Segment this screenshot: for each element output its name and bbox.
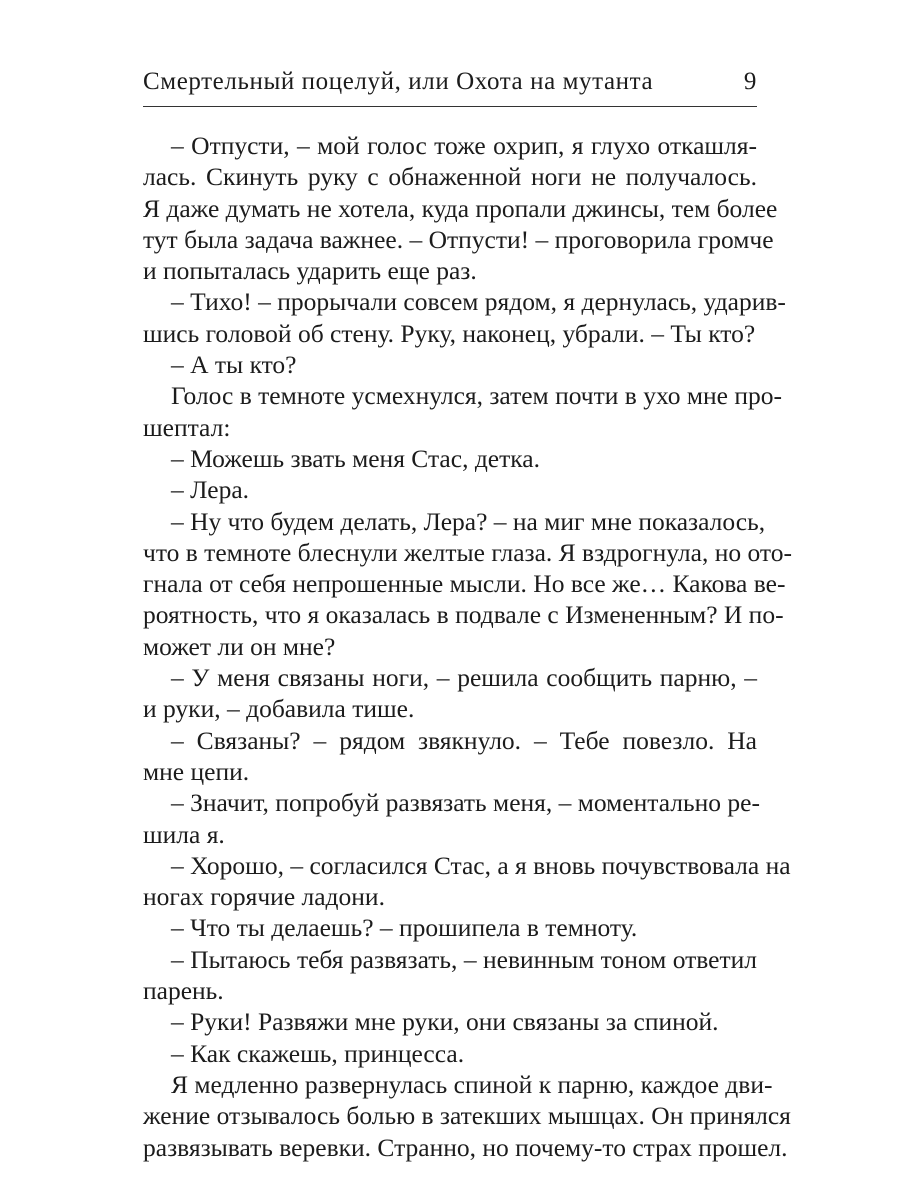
text-line: – Тихо! – прорычали совсем рядом, я дернулась, ударив- — [171, 287, 786, 317]
text-line: – Пытаюсь тебя развязать, – невинным тоном ответил — [171, 944, 757, 974]
text-line: шись головой об стену. Руку, наконец, убрали. – Ты кто? — [143, 318, 756, 348]
paragraph — [143, 130, 778, 286]
paragraph — [143, 349, 757, 380]
paragraph — [143, 912, 757, 943]
text-line: – Лера. — [171, 475, 250, 505]
text-line: – У меня связаны ноги, – решила сообщить парню, – — [171, 663, 757, 693]
text-line: развязывать веревки. Странно, но почему-то страх прошел. — [143, 1132, 788, 1162]
text-line: и руки, – добавила тише. — [143, 694, 415, 724]
text-line: – Значит, попробуй развязать меня, – моментально ре- — [171, 788, 760, 818]
text-line: и попыталась ударить еще раз. — [143, 256, 477, 286]
text-line: парень. — [143, 976, 224, 1006]
paragraph — [143, 443, 757, 474]
text-line: – Можешь звать меня Стас, детка. — [171, 443, 540, 473]
text-line: – Отпусти, – мой голос тоже охрип, я глухо откашля- — [171, 131, 757, 160]
text-line: Голос в темноте усмехнулся, затем почти в ухо мне про- — [171, 381, 782, 411]
paragraph — [143, 506, 792, 662]
text-line: может ли он мне? — [143, 631, 336, 661]
text-line: роятность, что я оказалась в подвале с Измененным? И по- — [143, 600, 784, 630]
paragraph — [143, 787, 760, 850]
running-title: Смертельный поцелуй, или Охота на мутанта — [143, 68, 654, 95]
text-line: Я медленно развернулась спиной к парню, каждое дви- — [171, 1069, 773, 1099]
text-line: мне цепи. — [143, 756, 250, 786]
paragraph — [143, 944, 757, 1007]
text-line: жение отзывалось болью в затекших мышцах. Он принялся — [143, 1101, 791, 1131]
text-line: Я даже думать не хотела, куда пропали джинсы, тем более — [143, 193, 778, 223]
text-line: что в темноте блеснули желтые глаза. Я вздрогнула, но ото- — [143, 537, 792, 567]
text-line: тут была задача важнее. – Отпусти! – проговорила громче — [143, 224, 774, 254]
text-line: шептал: — [143, 412, 231, 442]
paragraph — [143, 1038, 757, 1069]
text-line: лась. Скинуть руку с обнаженной ноги не получалось. — [143, 162, 757, 192]
text-line: гнала от себя непрошенные мысли. Но все же… Какова ве- — [143, 569, 786, 599]
body-text — [143, 130, 792, 1163]
running-head — [143, 68, 757, 96]
paragraph — [143, 380, 782, 443]
text-line: – Хорошо, – согласился Стас, а я вновь почувствовала на — [171, 850, 791, 880]
header-divider — [143, 106, 757, 107]
text-line: шила я. — [143, 819, 225, 849]
paragraph — [143, 850, 791, 913]
text-line: – Руки! Развяжи мне руки, они связаны за спиной. — [171, 1007, 719, 1037]
paragraph — [143, 725, 757, 788]
paragraph — [143, 1069, 791, 1163]
text-line: – Связаны? – рядом звякнуло. – Тебе повезло. На — [171, 725, 757, 755]
text-line: ногах горячие ладони. — [143, 882, 385, 912]
paragraph — [143, 474, 757, 505]
text-line: – Что ты делаешь? – прошипела в темноту. — [171, 913, 638, 943]
text-line: – Как скажешь, принцесса. — [171, 1038, 465, 1068]
paragraph — [143, 286, 786, 349]
paragraph — [143, 662, 757, 725]
page-number: 9 — [743, 68, 757, 95]
text-line: – Ну что будем делать, Лера? – на миг мне показалось, — [171, 506, 766, 536]
text-line: – А ты кто? — [171, 350, 297, 380]
paragraph — [143, 1006, 757, 1037]
